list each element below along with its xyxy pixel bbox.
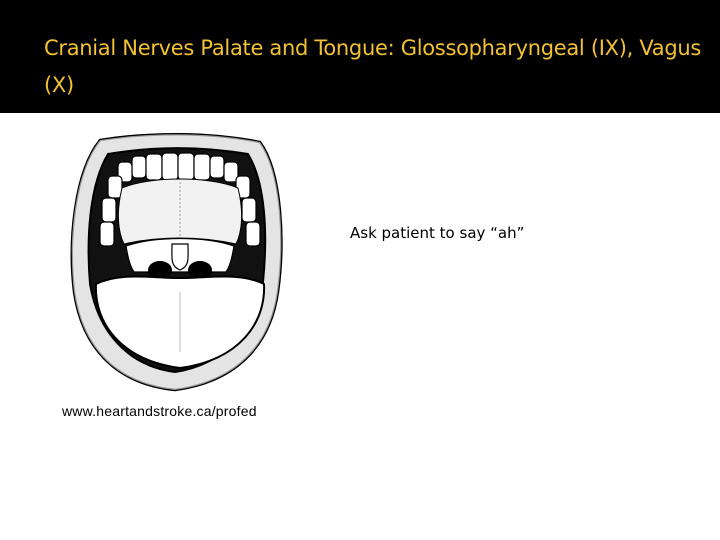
open-mouth-illustration: [60, 132, 290, 400]
instruction-caption: Ask patient to say “ah”: [350, 224, 525, 242]
uvula: [172, 244, 188, 270]
title-bar: [0, 0, 720, 113]
image-credit: www.heartandstroke.ca/profed: [62, 403, 257, 419]
slide-title: Cranial Nerves Palate and Tongue: Glossopharyngeal (IX), Vagus (X): [44, 36, 702, 97]
